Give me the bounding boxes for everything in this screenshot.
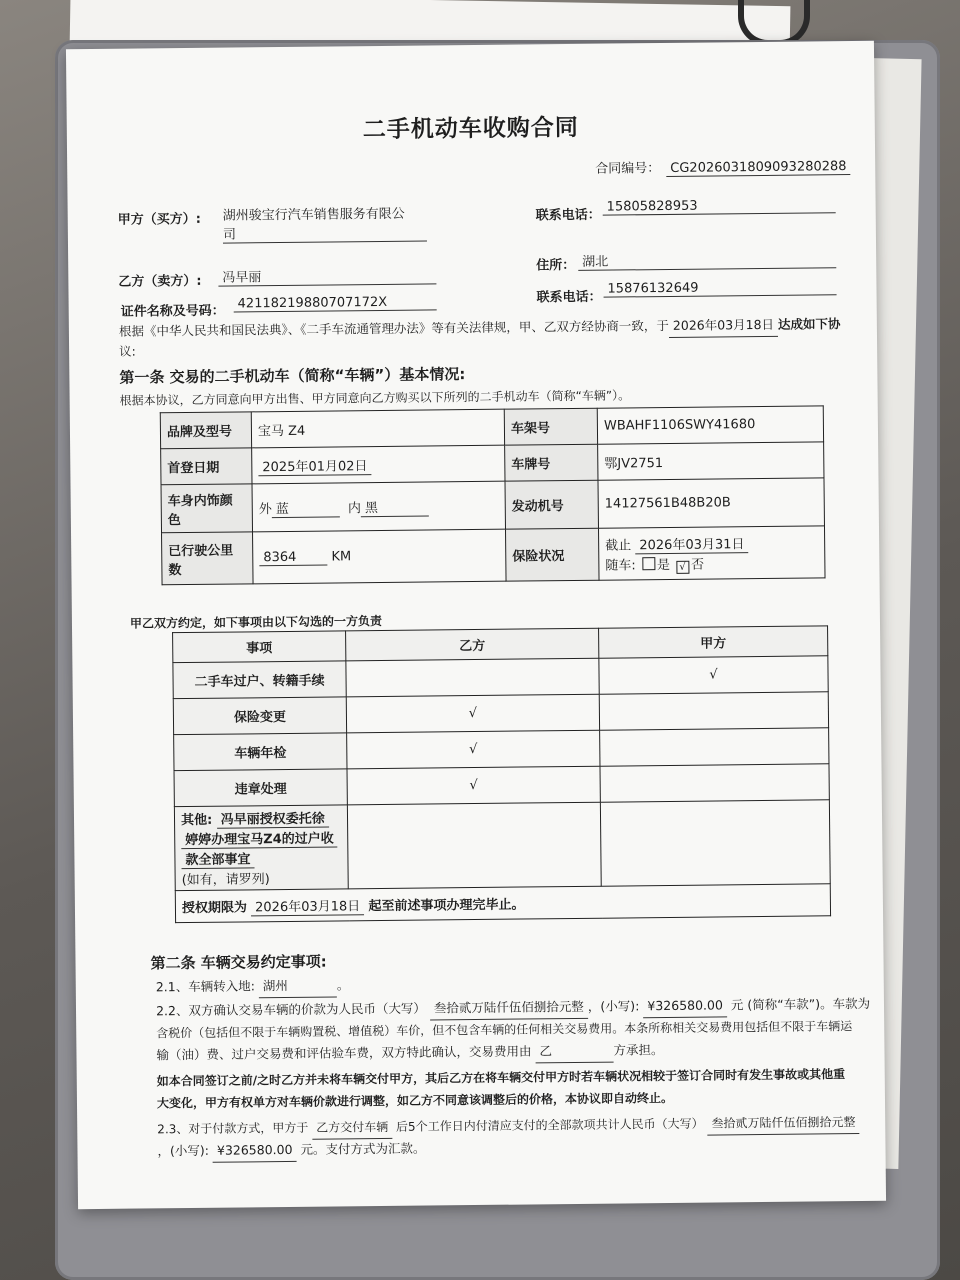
contract-number: 合同编号： CG2026031809093280288 xyxy=(595,155,851,178)
party-a-name: 湖州骏宝行汽车销售服务有限公 司 xyxy=(223,202,427,243)
col-party-a: 甲方 xyxy=(599,626,828,658)
article1-title: 第一条 交易的二手机动车（简称“车辆”）基本情况: xyxy=(119,365,466,387)
article2-title: 第二条 车辆交易约定事项: xyxy=(150,952,327,973)
insurance-label: 保险状况 xyxy=(505,528,599,581)
responsibility-intro: 甲乙双方约定，如下事项由以下勾选的一方负责 xyxy=(129,613,383,631)
party-b-name: 冯早丽 xyxy=(218,264,436,286)
reg-date-value: 2025年01月02日 xyxy=(252,445,505,484)
color-value: 外 蓝 内 黑 xyxy=(252,481,505,532)
party-b-tel: 15876132649 xyxy=(603,279,836,297)
table-row: 二手车过户、转籍手续 √ xyxy=(173,656,828,699)
bold-clause-line2: 大变化，甲方有权单方对车辆价款进行调整，如乙方不同意该调整后的价格，本协议即自动终止。 xyxy=(156,1090,674,1111)
reg-date-label: 首登日期 xyxy=(161,448,252,485)
col-item: 事项 xyxy=(173,631,346,663)
table-row: 保险变更 √ xyxy=(173,692,828,735)
follow-no-checkbox: √ xyxy=(676,560,689,573)
authorization-row: 授权期限为 2026年03月18日 起至前述事项办理完毕止。 xyxy=(175,884,830,923)
party-b-label: 乙方（卖方）: xyxy=(118,273,202,290)
insurance-value: 截止 2026年03月31日 随车: 是 √ 否 xyxy=(598,526,825,580)
col-party-b: 乙方 xyxy=(346,628,599,661)
brand-value: 宝马 Z4 xyxy=(251,409,504,448)
color-label: 车身内饰颜 色 xyxy=(161,484,252,533)
vin-label: 车架号 xyxy=(504,408,597,445)
table-row: 车辆年检 √ xyxy=(174,728,829,771)
plate-value: 鄂JV2751 xyxy=(598,442,824,480)
contract-page xyxy=(66,41,886,1209)
clause-2-2-line3: 输（油）费、过户交易费和评估验车费，双方特此确认，交易费用由 乙 方承担。 xyxy=(156,1039,663,1067)
mileage-label: 已行驶公里 数 xyxy=(162,532,254,585)
vin-value: WBAHF1106SWY41680 xyxy=(597,406,823,444)
clause-2-2: 2.2、双方确认交易车辆的价款为人民币（大写） 叁拾贰万陆仟伍佰捌拾元整 ，(小写): ¥326580.00 元 (简称“车款”)。车款为 xyxy=(156,993,870,1023)
table-row: 违章处理 √ xyxy=(174,764,829,807)
bold-clause-line1: 如本合同签订之前/之时乙方并未将车辆交付甲方，其后乙方在将车辆交付甲方时若车辆状况相较于签订合同时有发生事故或其他重 xyxy=(156,1067,846,1089)
party-b-address: 湖北 xyxy=(578,248,836,271)
document-title: 二手机动车收购合同 xyxy=(362,114,579,144)
responsibility-table xyxy=(172,625,831,923)
clause-2-3-line2: ，(小写): ¥326580.00 元。支付方式为汇款。 xyxy=(157,1138,425,1164)
basis-text: 根据《中华人民共和国民法典》、《二手车流通管理办法》等有关法律规，甲、乙双方经协商一致，于 2026年03月18日 达成如下协 xyxy=(119,313,841,344)
basis-text-end: 议: xyxy=(119,343,136,359)
clause-2-3: 2.3、对于付款方式，甲方于 乙方交付车辆 后5个工作日内付清应支付的全部款项共计人民币（大写） 叁拾贰万陆仟伍佰捌拾元整 xyxy=(157,1111,859,1141)
party-a-tel-label: 联系电话： xyxy=(535,207,601,224)
address-label: 住所： xyxy=(536,257,576,274)
clause-2-1: 2.1、车辆转入地: 湖州 。 xyxy=(156,974,350,999)
plate-label: 车牌号 xyxy=(505,444,598,481)
follow-yes-checkbox xyxy=(642,557,655,570)
other-row: 其他: 冯早丽授权委托徐 婷婷办理宝马Z4的过户收 款全部事宜 (如有，请罗列) xyxy=(174,800,830,891)
brand-label: 品牌及型号 xyxy=(160,412,251,449)
vehicle-table xyxy=(160,405,826,585)
article1-intro: 根据本协议，乙方同意向甲方出售、甲方同意向乙方购买以下所列的二手机动车（简称“车辆”）。 xyxy=(119,388,631,408)
engine-label: 发动机号 xyxy=(505,480,598,529)
party-b-tel-label: 联系电话： xyxy=(536,289,602,306)
id-label: 证件名称及号码： xyxy=(120,303,225,320)
clause-2-2-line2: 含税价（包括但不限于车辆购置税、增值税）车价，但不包含车辆的任何相关交易费用。本条所称相关交易费用包括但不限于车辆运 xyxy=(156,1019,853,1041)
party-a-tel: 15805828953 xyxy=(603,197,836,215)
party-b-id: 421182198807071​72X xyxy=(234,294,437,312)
engine-value: 14127561B48B20B xyxy=(598,478,824,528)
mileage-value: 8364 KM xyxy=(253,529,507,584)
party-a-label: 甲方（买方）: xyxy=(117,211,202,228)
